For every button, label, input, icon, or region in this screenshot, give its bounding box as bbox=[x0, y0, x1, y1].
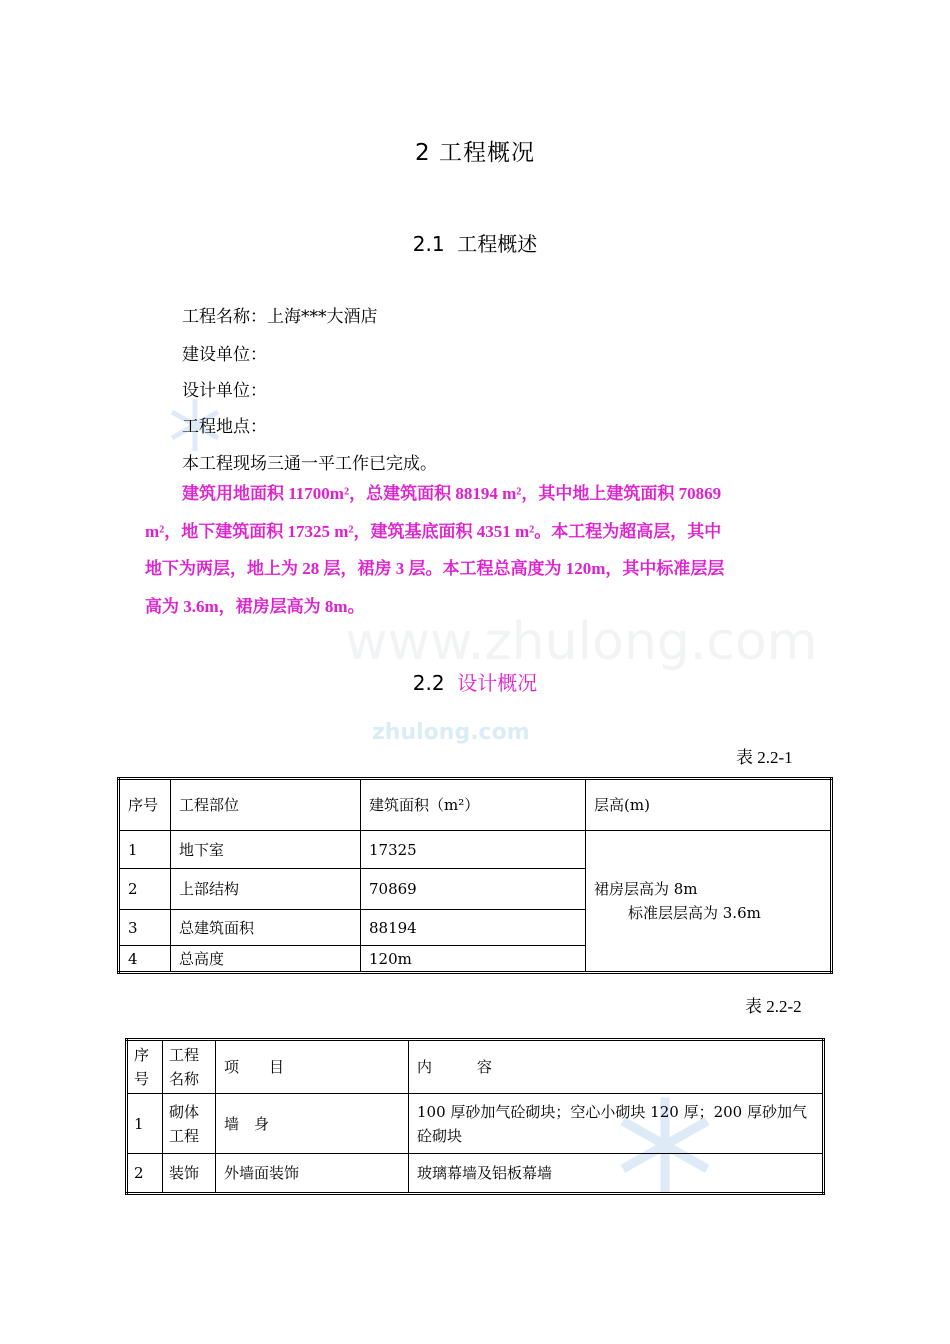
standard-height-note: 标准层层高为 3.6m bbox=[628, 904, 761, 922]
table-cell: 3 bbox=[119, 910, 171, 946]
table-row bbox=[119, 831, 832, 869]
section-title-2-2 bbox=[0, 667, 950, 696]
table-row bbox=[127, 1094, 824, 1154]
project-name-line: 工程名称：上海***大酒店 bbox=[182, 307, 378, 327]
builder-line: 建设单位： bbox=[182, 345, 267, 365]
watermark-logo-text: zhulong.com bbox=[372, 720, 530, 745]
table-cell: 上部结构 bbox=[171, 869, 361, 910]
summary-line: 高为 3.6m，裙房层高为 8m。 bbox=[145, 596, 365, 616]
table-cell: 砌体工程 bbox=[163, 1094, 216, 1154]
table-cell: 地下室 bbox=[171, 831, 361, 869]
header-cell: 序号 bbox=[119, 779, 171, 831]
site-status-line: 本工程现场三通一平工作已完成。 bbox=[182, 454, 437, 474]
summary-line: 地下为两层，地上为 28 层，裙房 3 层。本工程总高度为 120m，其中标准层层 bbox=[145, 559, 725, 578]
section-name: 设计概况 bbox=[457, 671, 538, 695]
table-cell: 100 厚砂加气砼砌块；空心小砌块 120 厚；200 厚砂加气砼砌块 bbox=[409, 1094, 824, 1154]
table-cell: 1 bbox=[127, 1094, 163, 1154]
floor-height-cell bbox=[586, 831, 832, 973]
table-cell: 墙 身 bbox=[216, 1094, 409, 1154]
summary-paragraph bbox=[145, 475, 810, 625]
table-header-row bbox=[119, 779, 832, 831]
table-cell: 1 bbox=[119, 831, 171, 869]
table-cell: 4 bbox=[119, 946, 171, 973]
header-cell: 建筑面积（m²） bbox=[361, 779, 586, 831]
header-cell: 工程名称 bbox=[163, 1040, 216, 1094]
header-cell: 内 容 bbox=[409, 1040, 824, 1094]
table-cell: 70869 bbox=[361, 869, 586, 910]
table-cell: 总高度 bbox=[171, 946, 361, 973]
table-cell: 2 bbox=[119, 869, 171, 910]
table-header-row bbox=[127, 1040, 824, 1094]
table-cell: 2 bbox=[127, 1154, 163, 1194]
designer-line: 设计单位： bbox=[182, 381, 267, 401]
section-number: 2.1 bbox=[412, 232, 445, 256]
table-caption: 表 2.2-2 bbox=[745, 997, 802, 1016]
table-cell: 玻璃幕墙及铝板幕墙 bbox=[409, 1154, 824, 1194]
table-row bbox=[127, 1154, 824, 1194]
podium-height-note: 裙房层高为 8m bbox=[594, 880, 698, 898]
watermark-text: www.zhulong.com bbox=[345, 612, 818, 672]
header-cell: 序号 bbox=[127, 1040, 163, 1094]
chapter-title: 2 工程概况 bbox=[415, 140, 535, 166]
section-number: 2.2 bbox=[412, 671, 445, 695]
location-line: 工程地点： bbox=[182, 417, 267, 437]
table-cell: 总建筑面积 bbox=[171, 910, 361, 946]
construction-table bbox=[125, 1038, 825, 1195]
design-summary-table bbox=[117, 777, 833, 974]
table-cell: 88194 bbox=[361, 910, 586, 946]
table-cell: 17325 bbox=[361, 831, 586, 869]
table-cell: 外墙面装饰 bbox=[216, 1154, 409, 1194]
section-name: 工程概述 bbox=[457, 232, 538, 256]
header-cell: 工程部位 bbox=[171, 779, 361, 831]
table-cell: 装饰 bbox=[163, 1154, 216, 1194]
table-caption: 表 2.2-1 bbox=[736, 748, 793, 767]
table-cell: 120m bbox=[361, 946, 586, 973]
header-cell: 层高(m) bbox=[586, 779, 832, 831]
header-cell: 项 目 bbox=[216, 1040, 409, 1094]
summary-line: 建筑用地面积 11700m²，总建筑面积 88194 m²，其中地上建筑面积 70869 bbox=[182, 484, 722, 503]
summary-line: m²，地下建筑面积 17325 m²，建筑基底面积 4351 m²。本工程为超高层，其中 bbox=[145, 521, 722, 541]
section-title-2-1 bbox=[0, 228, 950, 257]
